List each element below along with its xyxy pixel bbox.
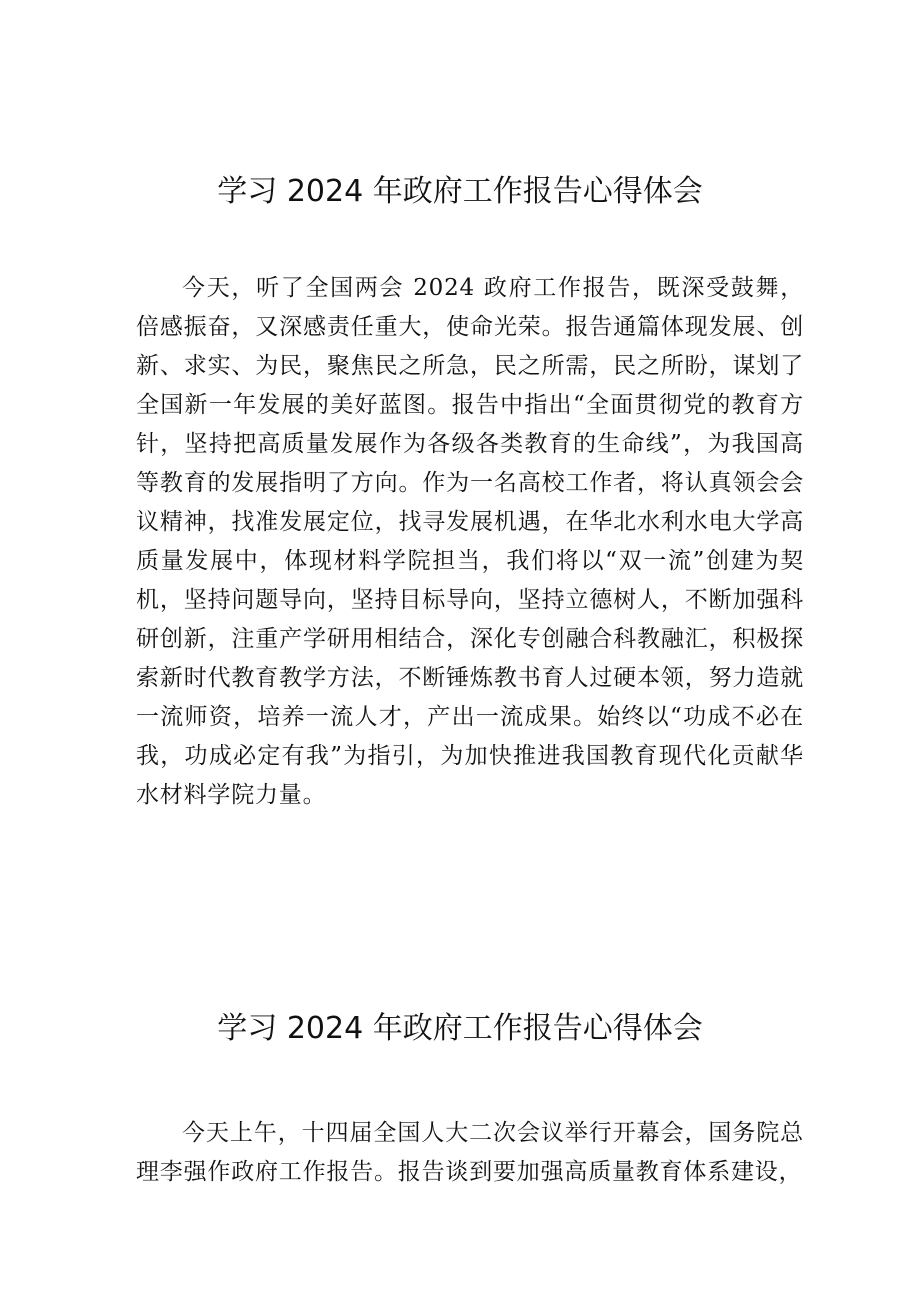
section-2-title: 学习 2024 年政府工作报告心得体会	[217, 1011, 703, 1046]
section-1-title: 学习 2024 年政府工作报告心得体会	[217, 174, 703, 209]
section-2-body: 今天上午，十四届全国人大二次会议举行开幕会，国务院总理李强作政府工作报告。报告谈到要加强高质量教育体系建设，	[136, 1120, 804, 1185]
section-1-body: 今天，听了全国两会 2024 政府工作报告，既深受鼓舞，倍感振奋，又深感责任重大，使命光荣。报告通篇体现发展、创新、求实、为民，聚焦民之所急，民之所需，民之所盼，谋划了全国新一年发展的美好蓝图。报告中指出“全面贯彻党的教育方针，坚持把高质量发展作为各级各类教育的生命线”，为我国高等教育的发展指明了方向。作为一名高校工作者，将认真领会会议精神，找准发展定位，找寻发展机遇，在华北水利水电大学高质量发展中，体现材料学院担当，我们将以“双一流”创建为契机，坚持问题导向，坚持目标导向，坚持立德树人，不断加强科研创新，注重产学研用相结合，深化专创融合科教融汇，积极探索新时代教育教学方法，不断锤炼教书育人过硬本领，努力造就一流师资，培养一流人才，产出一流成果。始终以“功成不必在我，功成必定有我”为指引，为加快推进我国教育现代化贡献华水材料学院力量。	[136, 275, 804, 808]
